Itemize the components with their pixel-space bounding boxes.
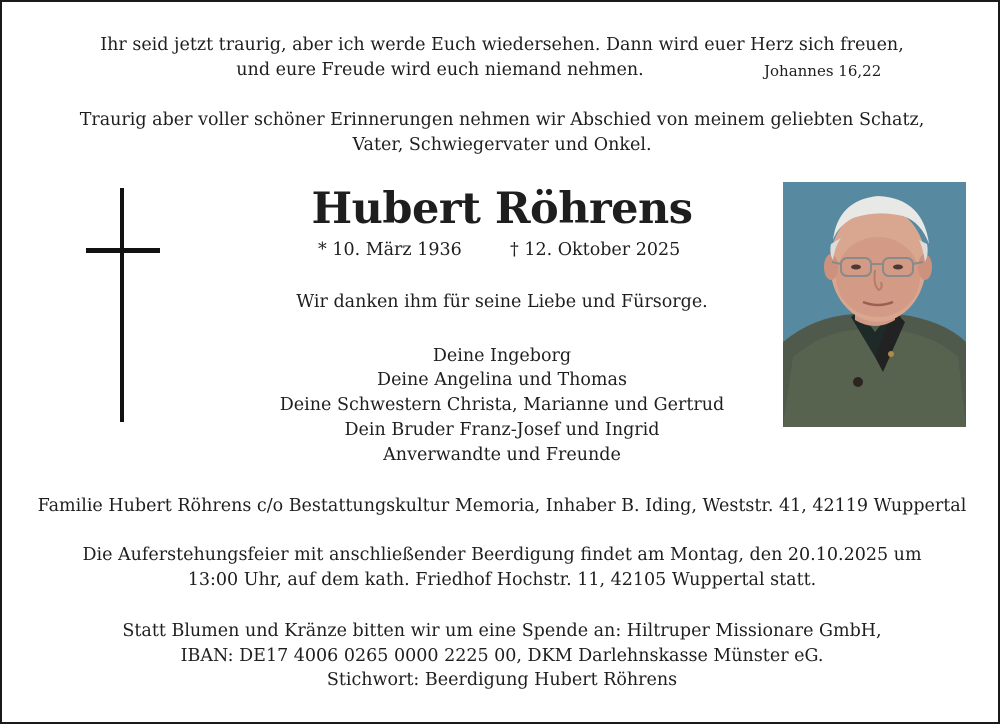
cross-horizontal-beam — [86, 248, 160, 253]
funeral-info-line-2: 13:00 Uhr, auf dem kath. Friedhof Hochstr. 11, 42105 Wuppertal statt. — [187, 570, 817, 590]
thanks-line: Wir danken ihm für seine Liebe und Fürsorge. — [296, 292, 708, 312]
family-address: Familie Hubert Röhrens c/o Bestattungskultur Memoria, Inhaber B. Iding, Weststr. 41, 42119 Wuppertal — [37, 496, 967, 516]
bible-quote-reference: Johannes 16,22 — [764, 62, 882, 80]
birth-date: * 10. März 1936 — [318, 240, 462, 260]
donation-line-1: Statt Blumen und Kränze bitten wir um eine Spende an: Hiltruper Missionare GmbH, — [122, 621, 882, 641]
mourner-line: Deine Schwestern Christa, Marianne und Gertrud — [279, 395, 725, 415]
mourner-line: Anverwandte und Freunde — [383, 445, 621, 465]
death-date: † 12. Oktober 2025 — [510, 240, 681, 260]
bible-quote-line-2: und eure Freude wird euch niemand nehmen. — [236, 60, 644, 80]
donation-keyword-line: Stichwort: Beerdigung Hubert Röhrens — [326, 670, 678, 690]
intro-line-2: Vater, Schwiegervater und Onkel. — [352, 135, 652, 155]
funeral-info-line-1: Die Auferstehungsfeier mit anschließender Beerdigung findet am Montag, den 20.10.2025 um — [82, 545, 922, 565]
bible-quote-line-1: Ihr seid jetzt traurig, aber ich werde Euch wiedersehen. Dann wird euer Herz sich freuen, — [100, 35, 904, 55]
deceased-name: Hubert Röhrens — [311, 184, 693, 234]
mourner-line: Deine Ingeborg — [432, 346, 572, 366]
mourner-line: Deine Angelina und Thomas — [377, 370, 627, 390]
mourner-line: Dein Bruder Franz-Josef und Ingrid — [344, 420, 660, 440]
intro-line-1: Traurig aber voller schöner Erinnerungen nehmen wir Abschied von meinem geliebten Schatz, — [79, 110, 925, 130]
donation-iban-line: IBAN: DE17 4006 0265 0000 2225 00, DKM Darlehnskasse Münster eG. — [180, 646, 824, 666]
